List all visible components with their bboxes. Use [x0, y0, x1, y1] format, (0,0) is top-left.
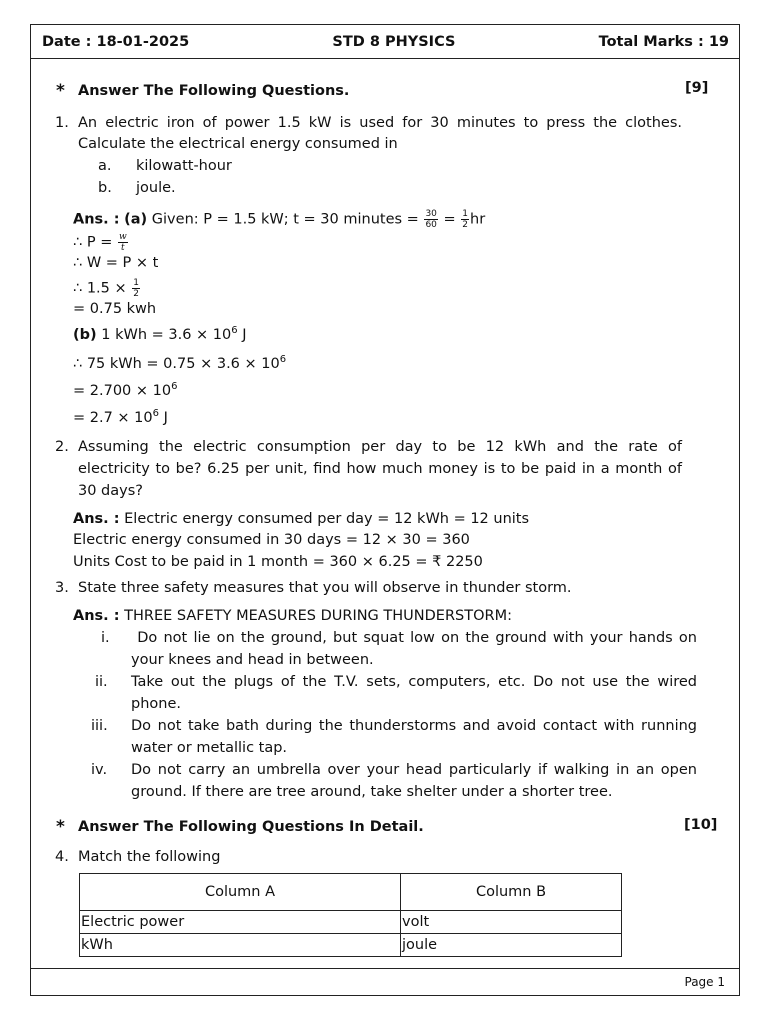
question-text: State three safety measures that you will observe in thunder storm. [78, 580, 572, 596]
formula-text: 1 kWh = 3.6 × 10 [101, 327, 232, 343]
answer-line [73, 327, 247, 343]
question-number: 1. [55, 115, 69, 131]
table-cell-b: joule [401, 934, 622, 957]
unit: J [242, 327, 247, 343]
question-text: Match the following [78, 849, 221, 865]
list-item-label: iv. [91, 762, 108, 778]
exponent: 6 [152, 408, 160, 419]
question-text: Assuming the electric consumption per day to be 12 kWh and the rate of [78, 439, 682, 455]
exponent: 6 [231, 325, 238, 336]
section-title: Answer The Following Questions In Detail. [78, 819, 424, 835]
fraction [132, 278, 140, 299]
list-item-label: i. [101, 630, 110, 646]
answer-text: Units Cost to be paid in 1 month = 360 × 6.25 = ₹ 2250 [73, 554, 483, 570]
list-item-label: iii. [91, 718, 108, 734]
list-item-text-cont: your knees and head in between. [131, 652, 374, 668]
question-text: An electric iron of power 1.5 kW is used for 30 minutes to press the clothes. [78, 115, 682, 131]
formula-text: = 2.700 × 10 [73, 383, 172, 399]
numerator: 1 [462, 209, 468, 219]
option-text: joule. [136, 180, 176, 196]
list-item-text: Do not take bath during the thunderstorms and avoid contact with running [131, 718, 697, 734]
page-header [31, 25, 739, 59]
exam-subject: STD 8 PHYSICS [332, 33, 456, 50]
answer-text: Electric energy consumed per day = 12 kWh = 12 units [124, 511, 530, 527]
section-bullet-icon: * [56, 81, 65, 101]
numerator: w [118, 232, 127, 242]
option-label: a. [98, 158, 112, 174]
equals: = [443, 211, 456, 228]
question-text-cont: electricity to be? 6.25 per unit, find how much money is to be paid in a month of [78, 461, 682, 477]
part-label: (a) [124, 211, 148, 228]
answer-label: Ans. : [73, 511, 120, 527]
exponent: 6 [279, 354, 287, 365]
denominator: t [121, 243, 125, 253]
list-item-text-cont: water or metallic tap. [131, 740, 288, 756]
formula-text: ∴ 75 kWh = 0.75 × 3.6 × 10 [73, 356, 280, 372]
denominator: 60 [425, 220, 437, 230]
table-cell-a: kWh [80, 934, 401, 957]
answer-line [73, 209, 485, 230]
question-text-cont: Calculate the electrical energy consumed in [78, 136, 398, 152]
list-item-text: Do not lie on the ground, but squat low on the ground with your hands on [131, 630, 697, 646]
formula-text: ∴ P = [73, 234, 113, 251]
option-text: kilowatt-hour [136, 158, 232, 174]
list-item-text-cont: ground. If there are tree around, take shelter under a shorter tree. [131, 784, 613, 800]
answer-line [73, 410, 168, 426]
exponent: 6 [171, 381, 178, 392]
answer-text: Electric energy consumed in 30 days = 12 × 30 = 360 [73, 532, 470, 548]
answer-line [73, 278, 141, 299]
question-number: 2. [55, 439, 69, 455]
result-text: = 0.75 kwh [73, 301, 157, 317]
numerator: 30 [425, 209, 437, 219]
option-label: b. [98, 180, 112, 196]
fraction [118, 232, 128, 253]
section-marks: [9] [685, 80, 709, 96]
denominator: 2 [462, 220, 468, 230]
unit: hr [470, 211, 486, 228]
question-text-cont: 30 days? [78, 483, 143, 499]
table-cell-a: Electric power [80, 911, 401, 934]
fraction [424, 209, 437, 230]
page-footer [31, 968, 739, 995]
section-marks: [10] [684, 817, 718, 833]
part-label: (b) [73, 327, 97, 343]
answer-label: Ans. : [73, 211, 120, 228]
column-a-header: Column A [80, 874, 401, 911]
table-cell-b: volt [401, 911, 622, 934]
section-title: Answer The Following Questions. [78, 83, 350, 99]
formula-text: ∴ 1.5 × [73, 280, 127, 297]
fraction [461, 209, 469, 230]
table-row [80, 911, 622, 934]
table-header-row [80, 874, 622, 911]
page-number: Page 1 [684, 975, 725, 989]
section-bullet-icon: * [56, 817, 65, 837]
given-text: Given: P = 1.5 kW; t = 30 minutes = [151, 211, 419, 228]
formula-text: = 2.7 × 10 [73, 410, 153, 426]
formula-text: ∴ W = P × t [73, 255, 159, 271]
answer-line [73, 608, 512, 624]
question-number: 4. [55, 849, 69, 865]
table-row [80, 934, 622, 957]
question-number: 3. [55, 580, 69, 596]
answer-label: Ans. : [73, 608, 120, 624]
answer-line [73, 511, 529, 527]
answer-line [73, 383, 177, 399]
match-table [79, 873, 622, 957]
denominator: 2 [133, 289, 139, 299]
answer-title: THREE SAFETY MEASURES DURING THUNDERSTORM: [124, 608, 512, 624]
list-item-text: Do not carry an umbrella over your head particularly if walking in an open [131, 762, 697, 778]
answer-line [73, 356, 286, 372]
list-item-text: Take out the plugs of the T.V. sets, computers, etc. Do not use the wired [131, 674, 697, 690]
unit: J [163, 410, 168, 426]
list-item-label: ii. [95, 674, 108, 690]
column-b-header: Column B [401, 874, 622, 911]
total-marks: Total Marks : 19 [598, 33, 729, 50]
list-item-text-cont: phone. [131, 696, 181, 712]
exam-date: Date : 18-01-2025 [42, 33, 190, 50]
answer-line [73, 232, 129, 253]
numerator: 1 [133, 278, 139, 288]
